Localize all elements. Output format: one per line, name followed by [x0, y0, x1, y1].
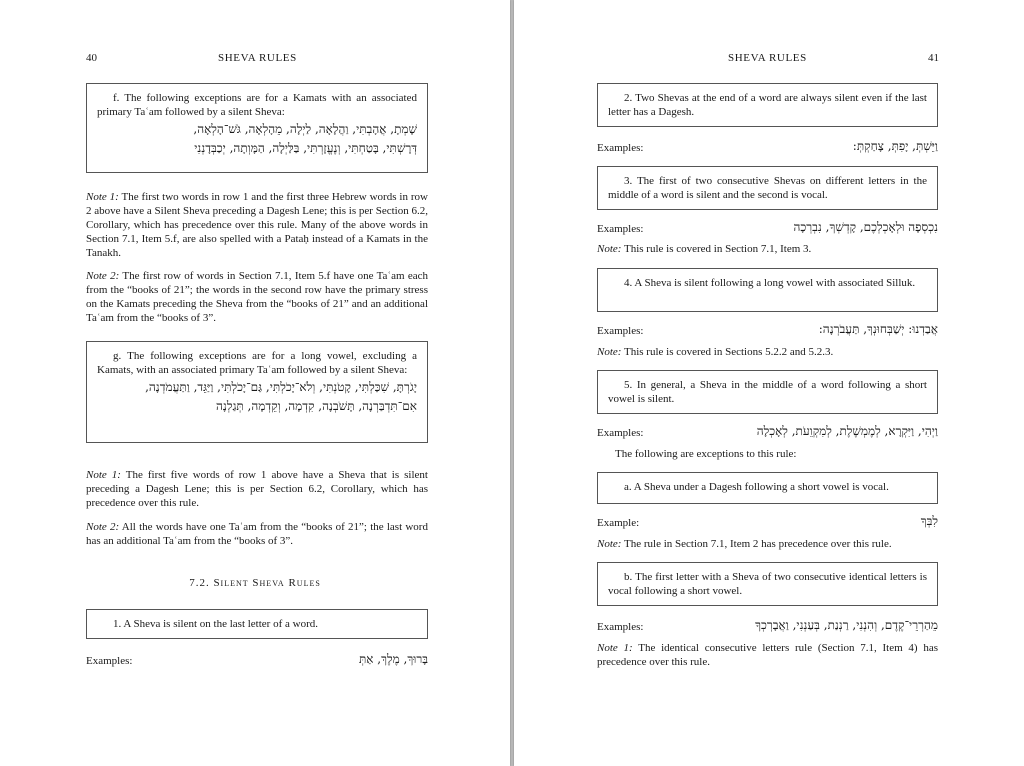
rule-5-text: 5. In general, a Sheva in the middle of a word following a short vowel is silent.	[608, 379, 927, 405]
note-1-g	[86, 468, 428, 510]
examples-rule-5	[597, 424, 938, 443]
examples-rule-5b	[597, 618, 938, 637]
examples-rule-2	[597, 139, 938, 158]
note-label: Note 2:	[86, 270, 120, 282]
rule-1-box	[86, 609, 428, 639]
note-label: Note 1:	[86, 191, 119, 203]
note-text: This rule is covered in Sections 5.2.2 and 5.2.3.	[621, 346, 834, 358]
examples-rule-3	[597, 220, 938, 239]
rule-4-text: 4. A Sheva is silent following a long vowel with associated Silluk.	[624, 277, 916, 289]
rule-1-text: 1. A Sheva is silent on the last letter of a word.	[113, 618, 318, 630]
hebrew-examples: וַיְהִי, וַיִּקְרָא, לְמֶמְשֶׁלֶת, לְמִקְוֵעֹת, לְאָכְלָה	[756, 424, 938, 438]
note-label: Note:	[597, 538, 622, 550]
exception-f-text: f. The following exceptions are for a Kamats with an associated primary Taʿam followed by a silent Sheva:	[97, 92, 417, 118]
note-text: All the words have one Taʿam from the “books of 21”; the last word has an additional Taʿam from the “books of 3”.	[86, 521, 428, 547]
note-rule-5a	[597, 537, 942, 551]
rule-3-text: 3. The first of two consecutive Shevas on different letters in the middle of a word is silent and the second is vocal.	[608, 175, 927, 201]
example-label: Example:	[597, 517, 640, 529]
examples-label: Examples:	[597, 621, 644, 633]
rule-5-box	[597, 370, 938, 414]
examples-label: Examples:	[597, 427, 644, 439]
note-text: The rule in Section 7.1, Item 2 has precedence over this rule.	[621, 538, 892, 550]
note-text: The first two words in row 1 and the first three Hebrew words in row 2 above have a Silent Sheva preceding a Dagesh Lene; this is per Section 6.2, Corollary, which has precedence over this rule. Many of the above words in Section 7.1, Item 5.f, are also spelled with a Pataḥ instead of a Kamats in the Tanakh.	[86, 191, 428, 259]
note-text: The identical consecutive letters rule (Section 7.1, Item 4) has precedence over this rule.	[597, 642, 938, 668]
hebrew-row-2: אִם־תִּדְבַּרְנָה, תָּשֹׁבְנָה, קִדְמָה, וְקֵדְמָה, תְּגַלְנָה	[216, 399, 417, 413]
exceptions-intro: The following are exceptions to this rule:	[615, 448, 797, 460]
examples-label: Examples:	[86, 655, 133, 667]
rule-5a-text: a. A Sheva under a Dagesh following a short vowel is vocal.	[624, 481, 889, 493]
hebrew-examples: מֵהַרְרֵי־קֶדֶם, וְהִנְנִי, רַנְנַת, בְּעַנְנִי, וַאֲבָרְכְךָ	[755, 618, 938, 632]
note-rule-5b	[597, 641, 938, 669]
example-rule-5a	[597, 514, 938, 533]
exception-g-text: g. The following exceptions are for a long vowel, excluding a Kamats, with an associated primary Taʿam followed by a silent Sheva:	[97, 350, 417, 376]
rule-5b-box	[597, 562, 938, 606]
note-label: Note:	[597, 243, 622, 255]
hebrew-examples: נִכְסְפָה וּלְאָכְלְכֶם, קָדְשְׁךָ, נִבְרְכָה	[793, 220, 938, 234]
hebrew-row-1: יָגֹרְתָּ, שִׁכַּלְתִּי, קָטֹנְתִּי, וְלֹא־יָכֹלְתִּי, גַּם־יָכֹלְתִּי, וַיַּגֵּד, וַתַּעֲמֹדְנָה,	[145, 380, 417, 394]
rule-4-box	[597, 268, 938, 312]
note-label: Note 1:	[86, 469, 121, 481]
note-label: Note 1:	[597, 642, 633, 654]
rule-5a-box	[597, 472, 938, 504]
hebrew-example: לִבְּךָ	[920, 514, 938, 528]
hebrew-examples: אֲבַדְנוּ: יְשַׁבְּחוּנְךָ, תַּעֲבֹרְנָה:	[818, 322, 938, 336]
exception-box-g	[86, 341, 428, 443]
running-header: SHEVA RULES	[218, 52, 297, 64]
hebrew-row-2: דְּרָשְׁתִּי, בָּטַחְתִּי, וְנֶעֱזָרְתִּי, בַּלַּיְלָה, הַמָּוְתָה, יְכַבְּדָנְנִי	[194, 141, 417, 155]
left-page	[0, 0, 510, 766]
hebrew-examples: וַיֵּשְׁתְּ, יָפִתְּ, צָחַקְתְּ:	[852, 139, 938, 153]
hebrew-examples: בָּרוּךְ, מֶלֶךְ, אַתְּ	[358, 652, 428, 666]
right-page	[514, 0, 1024, 766]
examples-rule-4	[597, 322, 938, 341]
rule-5b-text: b. The first letter with a Sheva of two consecutive identical letters is vocal following a short vowel.	[608, 571, 927, 597]
examples-label: Examples:	[597, 223, 644, 235]
note-text: The first five words of row 1 above have a Sheva that is silent preceding a Dagesh Lene; this is per Section 6.2, Corollary, which has precedence over this rule.	[86, 469, 428, 509]
rule-2-box	[597, 83, 938, 127]
note-rule-4	[597, 345, 938, 359]
examples-label: Examples:	[597, 142, 644, 154]
note-text: This rule is covered in Section 7.1, Item 3.	[621, 243, 812, 255]
note-1-f	[86, 190, 428, 260]
hebrew-row-1: שָׁמְתָ, אֲהָבְתִּי, וַהֲלָאָה, לַיְלָה, מֵהָלְאָה, גֹּשׁ־הָלְאָה,	[193, 122, 417, 136]
note-rule-3	[597, 242, 938, 256]
rule-2-text: 2. Two Shevas at the end of a word are always silent even if the last letter has a Dagesh.	[608, 92, 927, 118]
section-title: 7.2. Silent Sheva Rules	[189, 577, 321, 589]
examples-label: Examples:	[597, 325, 644, 337]
rule-3-box	[597, 166, 938, 210]
running-header: SHEVA RULES	[728, 52, 807, 64]
note-text: The first row of words in Section 7.1, Item 5.f have one Taʿam each from the “books of 21”; the words in the second row have the primary stress on the Kamats preceding the Sheva from the “books of 21” and an additional Taʿam from the “books of 3”.	[86, 270, 428, 324]
examples-rule-1	[86, 652, 428, 671]
note-label: Note 2:	[86, 521, 120, 533]
page-number: 41	[928, 52, 939, 64]
note-label: Note:	[597, 346, 622, 358]
page-number: 40	[86, 52, 97, 64]
exception-box-f	[86, 83, 428, 173]
note-2-g	[86, 520, 428, 548]
note-2-f	[86, 269, 428, 325]
